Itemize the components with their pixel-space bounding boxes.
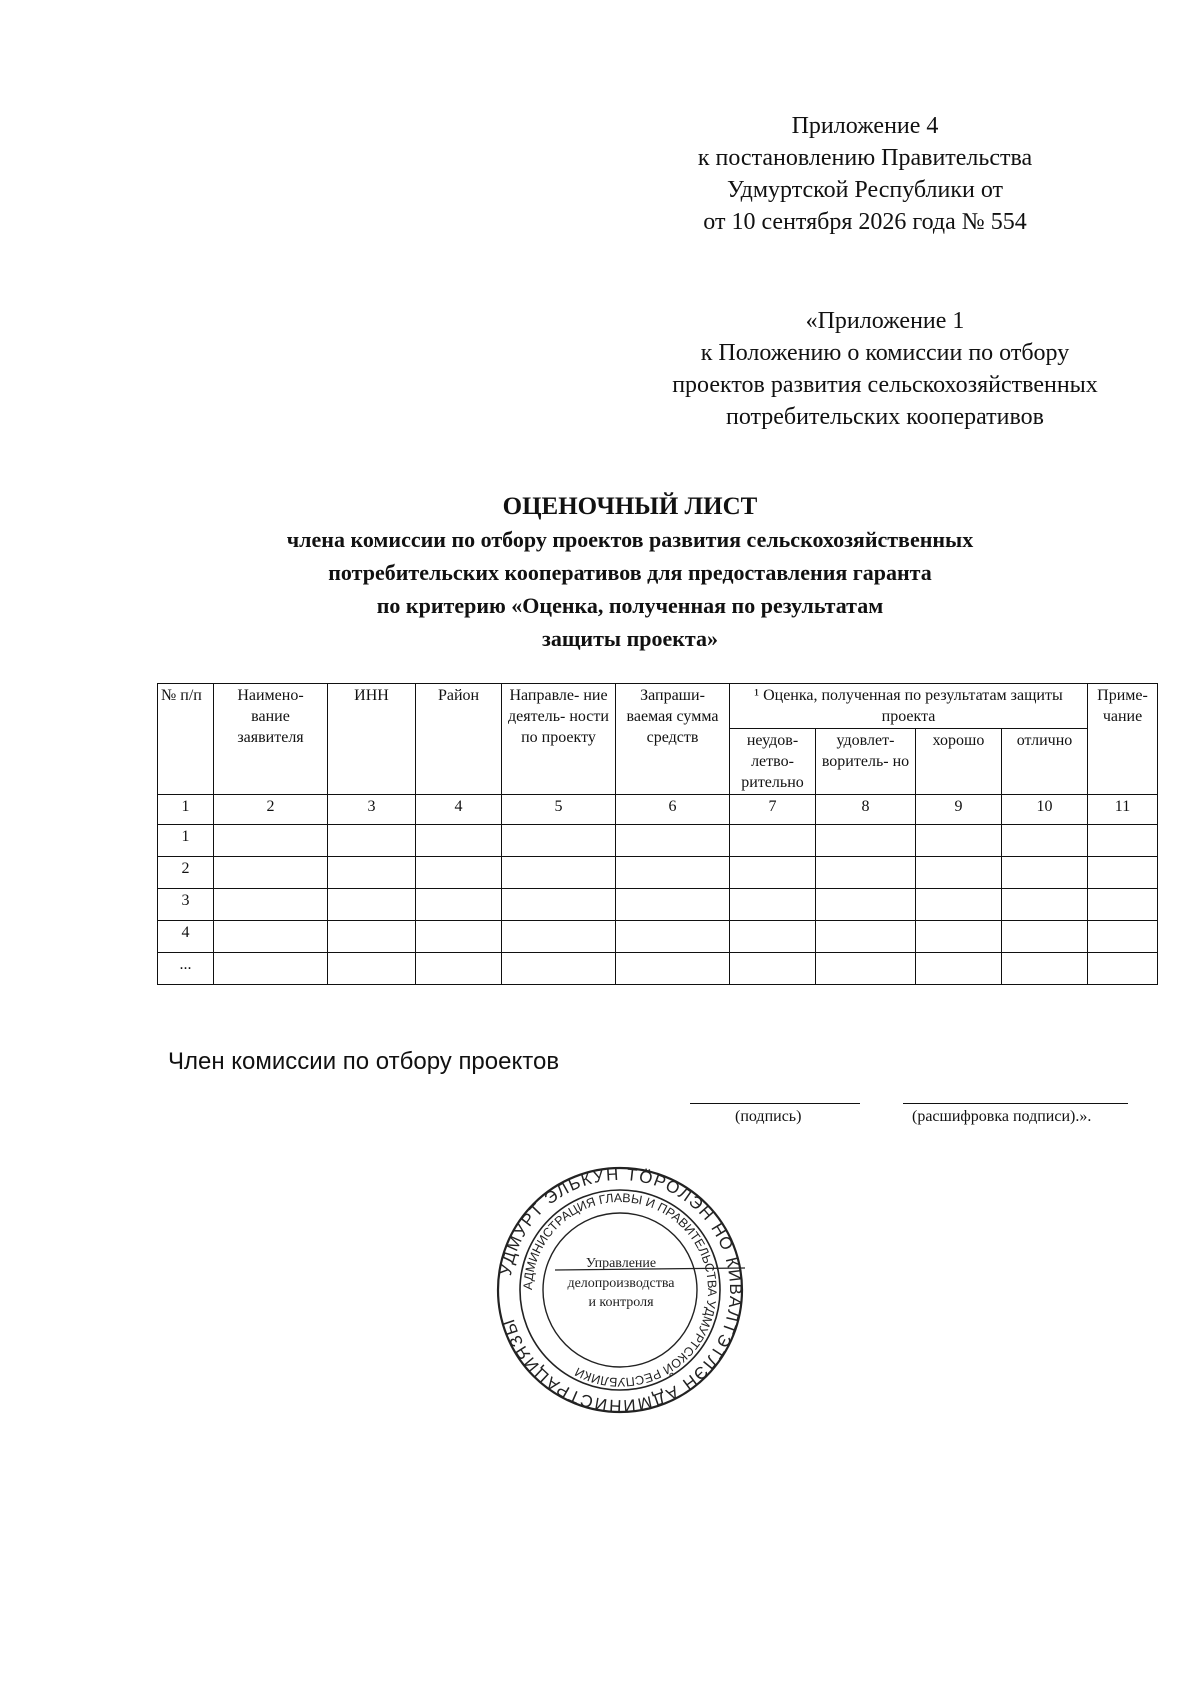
column-number-row [158, 795, 1158, 825]
table-cell [1002, 825, 1088, 857]
column-number: 11 [1088, 795, 1158, 825]
table-cell [328, 857, 416, 889]
header-score-excellent: отлично [1002, 729, 1088, 795]
table-cell [1088, 889, 1158, 921]
table-cell [214, 857, 328, 889]
row-number: 2 [158, 857, 214, 889]
table-cell [1088, 825, 1158, 857]
table-cell [1002, 889, 1088, 921]
table-cell [916, 857, 1002, 889]
table-cell [616, 921, 730, 953]
appendix-4-line1: Приложение 4 [791, 113, 939, 139]
appendix-4-line2: к постановлению Правительства [697, 145, 1033, 171]
header-amount: Запраши- ваемая сумма средств [616, 684, 730, 795]
title-main: ОЦЕНОЧНЫЙ ЛИСТ [502, 493, 758, 520]
header-direction: Направле- ние деятель- ности по проекту [502, 684, 616, 795]
row-number: 3 [158, 889, 214, 921]
table-cell [1088, 953, 1158, 985]
table-cell [502, 921, 616, 953]
table-cell [1088, 921, 1158, 953]
title-line4: по критерию «Оценка, полученная по результатам [376, 593, 884, 618]
column-number: 2 [214, 795, 328, 825]
stamp-center-line2: делопроизводства [567, 1276, 675, 1291]
column-number: 7 [730, 795, 816, 825]
table-cell [616, 857, 730, 889]
table-cell [730, 857, 816, 889]
table-cell [502, 825, 616, 857]
table-cell [502, 889, 616, 921]
table-cell [816, 953, 916, 985]
stamp-outer-text: УДМУРТ ЭЛЬКУН ТӦРОЛЭН НО КИВАЛТЭТЛЭН АДМИНИСТРАЦИЯЗЫ [495, 1165, 745, 1415]
table-cell [214, 921, 328, 953]
table-cell [328, 825, 416, 857]
table-cell [416, 825, 502, 857]
table-cell [328, 953, 416, 985]
table-cell [214, 953, 328, 985]
table-cell [328, 889, 416, 921]
column-number: 6 [616, 795, 730, 825]
table-cell [916, 825, 1002, 857]
column-number: 8 [816, 795, 916, 825]
table-cell [816, 889, 916, 921]
table-cell [1002, 921, 1088, 953]
column-number: 3 [328, 795, 416, 825]
table-cell [214, 889, 328, 921]
appendix-1-line3: проектов развития сельскохозяйственных [672, 372, 1098, 398]
table-cell [730, 825, 816, 857]
header-score-good: хорошо [916, 729, 1002, 795]
appendix-4-line4: от 10 сентября 2026 года № 554 [703, 209, 1027, 235]
table-cell [416, 953, 502, 985]
title-line3: потребительских кооперативов для предоставления гаранта [328, 560, 932, 585]
signature-line [690, 1103, 860, 1104]
title-line5: защиты проекта» [542, 626, 718, 651]
table-cell [916, 889, 1002, 921]
appendix-4-line3: Удмуртской Республики от [727, 177, 1003, 203]
column-number: 1 [158, 795, 214, 825]
row-number: ... [158, 953, 214, 985]
table-row [158, 889, 1158, 921]
official-stamp [495, 1165, 745, 1415]
column-number: 4 [416, 795, 502, 825]
column-number: 5 [502, 795, 616, 825]
table-cell [1088, 857, 1158, 889]
title-line2: члена комиссии по отбору проектов развития сельскохозяйственных [286, 527, 974, 552]
table-cell [1002, 857, 1088, 889]
signature-decode-label: (расшифровка подписи).». [912, 1108, 1092, 1125]
table-cell [816, 825, 916, 857]
table-cell [416, 921, 502, 953]
table-cell [616, 953, 730, 985]
header-applicant-name: Наимено- вание заявителя [214, 684, 328, 795]
table-row [158, 857, 1158, 889]
header-district: Район [416, 684, 502, 795]
header-inn: ИНН [328, 684, 416, 795]
stamp-center-line1: Управление [585, 1256, 657, 1271]
table-cell [616, 889, 730, 921]
table-cell [616, 825, 730, 857]
appendix-1-line1: «Приложение 1 [805, 308, 965, 334]
table-cell [730, 921, 816, 953]
stamp-inner-text: АДМИНИСТРАЦИЯ ГЛАВЫ И ПРАВИТЕЛЬСТВА УДМУРТСКОЙ РЕСПУБЛИКИ [520, 1190, 720, 1390]
header-score-satisfactory: удовлет- воритель- но [816, 729, 916, 795]
commission-member-label: Член комиссии по отбору проектов [168, 1048, 560, 1075]
table-cell [816, 857, 916, 889]
column-number: 9 [916, 795, 1002, 825]
table-cell [916, 921, 1002, 953]
table-cell [328, 921, 416, 953]
table-cell [502, 857, 616, 889]
table-cell [1002, 953, 1088, 985]
appendix-1-line2: к Положению о комиссии по отбору [700, 340, 1070, 366]
table-cell [214, 825, 328, 857]
row-number: 4 [158, 921, 214, 953]
table-cell [916, 953, 1002, 985]
table-cell [416, 857, 502, 889]
appendix-1-header [625, 305, 1145, 433]
table-cell [730, 953, 816, 985]
document-title [120, 490, 1140, 655]
signature-label: (подпись) [735, 1108, 802, 1125]
table-cell [502, 953, 616, 985]
header-num: № п/п [158, 684, 214, 795]
header-note: Приме- чание [1088, 684, 1158, 795]
table-row [158, 825, 1158, 857]
appendix-1-line4: потребительских кооперативов [725, 404, 1045, 430]
signature-decode-line [903, 1103, 1128, 1104]
appendix-4-header [640, 110, 1090, 238]
header-score-group: ¹ Оценка, полученная по результатам защиты проекта [730, 684, 1088, 729]
table-cell [416, 889, 502, 921]
table-row [158, 921, 1158, 953]
evaluation-table [157, 683, 1158, 985]
table-cell [730, 889, 816, 921]
stamp-center-line3: и контроля [588, 1295, 654, 1310]
table-row [158, 953, 1158, 985]
column-number: 10 [1002, 795, 1088, 825]
table-cell [816, 921, 916, 953]
row-number: 1 [158, 825, 214, 857]
header-score-bad: неудов- летво- рительно [730, 729, 816, 795]
